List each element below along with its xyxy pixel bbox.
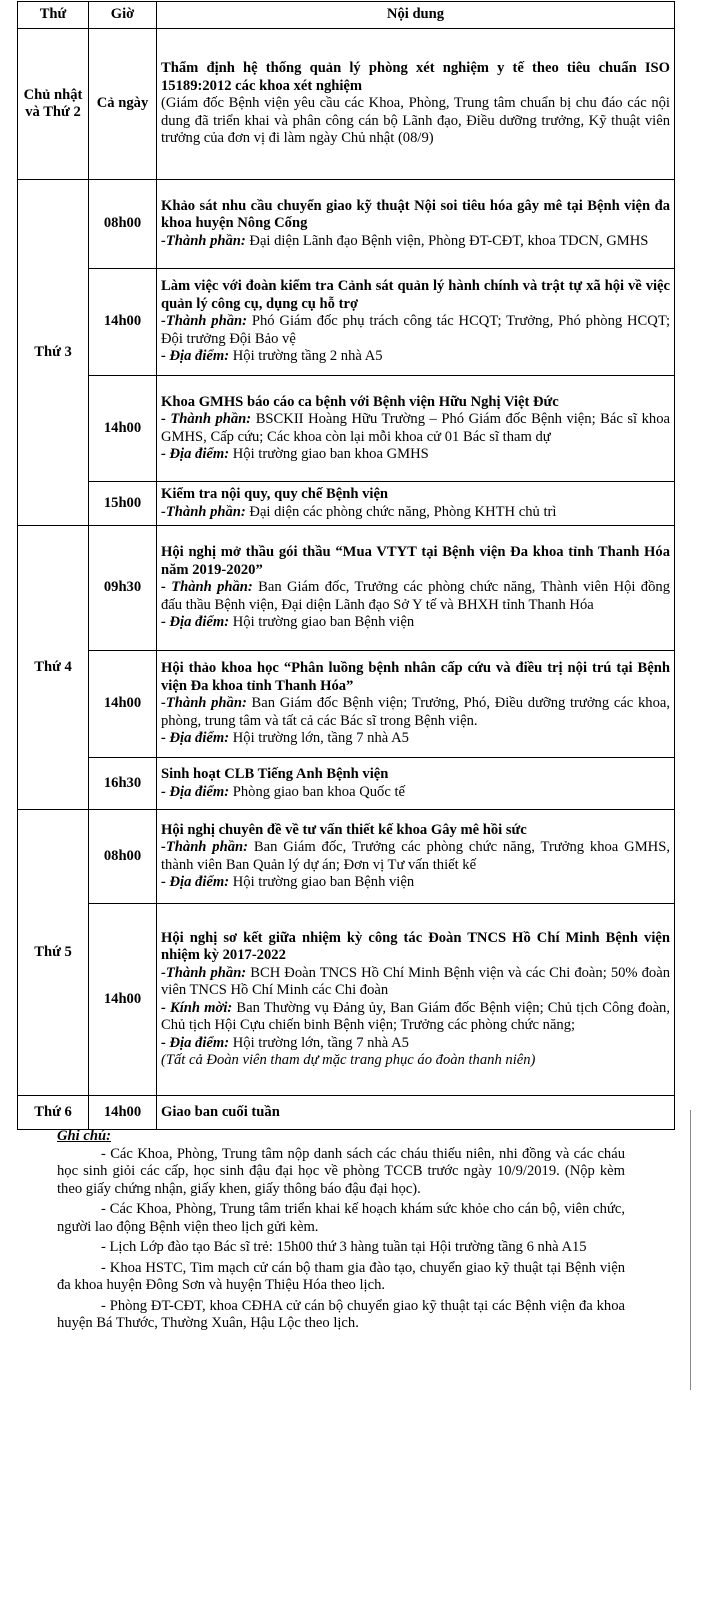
participants-text: Phó Giám đốc phụ trách công tác HCQT; Trưởng, Phó phòng HCQT; Đội trưởng Đội Bảo vệ <box>161 313 670 347</box>
event-title: Sinh hoạt CLB Tiếng Anh Bệnh viện <box>161 766 389 782</box>
content-cell <box>157 526 675 651</box>
location-text: Hội trường lớn, tầng 7 nhà A5 <box>229 1034 409 1051</box>
location-text: Hội trường giao ban khoa GMHS <box>229 446 429 462</box>
participants-label: - Thành phần: <box>161 579 253 596</box>
event-title: Khảo sát nhu cầu chuyển giao kỹ thuật Nội soi tiêu hóa gây mê tại Bệnh viện đa khoa huyện Nông Cống <box>161 197 670 232</box>
participants-label: -Thành phần: <box>161 313 247 330</box>
participants-text: Ban Giám đốc, Trưởng các phòng chức năng, Thành viên Hội đồng đấu thầu Bệnh viện, Đại diện Lãnh đạo Sở Y tế và BHXH tỉnh Thanh Hóa <box>161 579 670 613</box>
event-title: Hội nghị mở thầu gói thầu “Mua VTYT tại Bệnh viện Đa khoa tỉnh Thanh Hóa năm 2019-2020” <box>161 544 670 578</box>
time-cell: 16h30 <box>89 758 157 810</box>
table-row <box>18 1096 675 1130</box>
table-row <box>18 526 675 651</box>
day-cell: Thứ 4 <box>18 526 89 810</box>
location-text: Hội trường tầng 2 nhà A5 <box>229 348 383 365</box>
content-cell <box>157 180 675 269</box>
participants-text: Đại diện các phòng chức năng, Phòng KHTH chủ trì <box>245 503 557 520</box>
location-text: Hội trường lớn, tầng 7 nhà A5 <box>229 730 409 747</box>
participants-text: Ban Giám đốc Bệnh viện; Trưởng, Phó, Điều dưỡng trưởng các khoa, phòng, trung tâm và tất cả các Bác sĩ trong Bệnh viện. <box>161 695 670 729</box>
header-thu: Thứ <box>18 2 89 29</box>
content-cell <box>157 758 675 810</box>
content-cell <box>157 810 675 904</box>
table-row <box>18 758 675 810</box>
location <box>161 446 670 464</box>
location-label: - Địa điểm: <box>161 1034 230 1051</box>
day-cell: Thứ 6 <box>18 1096 89 1130</box>
time-cell: 15h00 <box>89 482 157 526</box>
time-cell: Cả ngày <box>89 29 157 180</box>
participants <box>161 233 670 251</box>
schedule-table <box>17 1 675 1130</box>
participants-text: Đại diện Lãnh đạo Bệnh viện, Phòng ĐT-CĐT, khoa TDCN, GMHS <box>245 232 649 249</box>
table-row <box>18 376 675 482</box>
event-title: Làm việc với đoàn kiểm tra Cảnh sát quản lý hành chính và trật tự xã hội về việc quản lý công cụ, dụng cụ hỗ trợ <box>161 278 670 312</box>
location-label: - Địa điểm: <box>161 348 230 365</box>
location <box>161 614 670 632</box>
content-cell <box>157 269 675 376</box>
participants-text: Ban Giám đốc, Trưởng các phòng chức năng, Trưởng khoa GMHS, thành viên Ban Quản lý dự án; Đơn vị Tư vấn thiết kế <box>161 839 670 873</box>
time-cell: 08h00 <box>89 180 157 269</box>
participants <box>161 504 670 522</box>
event-title: Hội nghị sơ kết giữa nhiệm kỳ công tác Đoàn TNCS Hồ Chí Minh Bệnh viện nhiệm kỳ 2017-2022 <box>161 929 670 963</box>
table-row <box>18 482 675 526</box>
location-label: - Địa điểm: <box>161 730 230 747</box>
day-cell: Chủ nhật và Thứ 2 <box>18 29 89 180</box>
location-text: Phòng giao ban khoa Quốc tế <box>229 783 405 800</box>
event-title: Hội nghị chuyên đề về tư vấn thiết kế khoa Gây mê hồi sức <box>161 821 527 838</box>
participants-text: BCH Đoàn TNCS Hồ Chí Minh Bệnh viện và các Chi đoàn; 50% đoàn viên TNCS Hồ Chí Minh các Chi đoàn <box>161 964 670 998</box>
header-noi-dung: Nội dung <box>157 2 675 29</box>
note-item: - Các Khoa, Phòng, Trung tâm nộp danh sách các cháu thiếu niên, nhi đồng và các cháu học sinh giỏi các cấp, học sinh đậu đại học về phòng TCCB trước ngày 10/9/2019. (Nộp kèm theo giấy chứng nhận, giấy khen, giấy thông báo đậu đại học). <box>57 1145 625 1197</box>
content-cell <box>157 482 675 526</box>
table-row <box>18 29 675 180</box>
invitees-text: Ban Thường vụ Đảng ủy, Ban Giám đốc Bệnh viện; Chủ tịch Công đoàn, Chủ tịch Hội Cựu chiến binh Bệnh viện; Trưởng các phòng chức năng; <box>161 999 670 1033</box>
event-title: Giao ban cuối tuần <box>161 1103 280 1120</box>
content-cell <box>157 904 675 1096</box>
location-text: Hội trường giao ban Bệnh viện <box>229 614 415 631</box>
table-header-row <box>18 2 675 29</box>
note-item: - Khoa HSTC, Tim mạch cử cán bộ tham gia đào tạo, chuyển giao kỹ thuật tại Bệnh viện đa khoa huyện Đông Sơn và huyện Thiệu Hóa theo lịch. <box>57 1259 625 1293</box>
location-label: - Địa điểm: <box>161 783 230 800</box>
location <box>161 730 670 748</box>
participants <box>161 839 670 874</box>
event-title: Kiểm tra nội quy, quy chế Bệnh viện <box>161 486 389 502</box>
content-cell <box>157 376 675 482</box>
participants <box>161 695 670 730</box>
event-title: Hội thảo khoa học “Phân luồng bệnh nhân cấp cứu và điều trị nội trú tại Bệnh viện Đa khoa tỉnh Thanh Hóa” <box>161 660 670 694</box>
notes-section <box>57 1128 625 1336</box>
content-cell <box>157 1096 675 1130</box>
table-row <box>18 651 675 758</box>
day-cell: Thứ 3 <box>18 180 89 526</box>
location <box>161 784 670 802</box>
time-cell: 09h30 <box>89 526 157 651</box>
time-cell: 14h00 <box>89 1096 157 1130</box>
time-cell: 14h00 <box>89 376 157 482</box>
event-text: (Giám đốc Bệnh viện yêu cầu các Khoa, Phòng, Trung tâm chuẩn bị chu đáo các nội dung đã triển khai và phân công cán bộ Lãnh đạo, Điều dưỡng trưởng, Kỹ thuật viên trưởng của đơn vị đi làm ngày Chủ nhật (08/9) <box>161 95 670 147</box>
content-cell <box>157 651 675 758</box>
participants <box>161 579 670 614</box>
participants <box>161 313 670 348</box>
table-row <box>18 269 675 376</box>
participants-label: -Thành phần: <box>161 964 247 981</box>
location <box>161 874 670 892</box>
participants <box>161 411 670 446</box>
day-cell: Thứ 5 <box>18 810 89 1096</box>
participants-label: - Thành phần: <box>161 411 252 427</box>
invitees-label: - Kính mời: <box>161 999 233 1016</box>
event-title: Khoa GMHS báo cáo ca bệnh với Bệnh viện Hữu Nghị Việt Đức <box>161 393 559 410</box>
time-cell: 08h00 <box>89 810 157 904</box>
location-label: - Địa điểm: <box>161 614 230 631</box>
table-row <box>18 904 675 1096</box>
time-cell: 14h00 <box>89 269 157 376</box>
participants-label: -Thành phần: <box>161 232 246 249</box>
location-label: - Địa điểm: <box>161 874 230 890</box>
note-item: - Các Khoa, Phòng, Trung tâm triển khai kế hoạch khám sức khỏe cho cán bộ, viên chức, người lao động Bệnh viện theo lịch gửi kèm. <box>57 1201 625 1235</box>
table-row <box>18 810 675 904</box>
header-gio: Giờ <box>89 2 157 29</box>
location-text: Hội trường giao ban Bệnh viện <box>229 874 415 890</box>
time-cell: 14h00 <box>89 651 157 758</box>
time-cell: 14h00 <box>89 904 157 1096</box>
event-note: (Tất cả Đoàn viên tham dự mặc trang phục áo đoàn thanh niên) <box>161 1052 536 1068</box>
table-row <box>18 180 675 269</box>
notes-title: Ghi chú: <box>57 1128 111 1144</box>
participants-label: -Thành phần: <box>161 695 247 712</box>
note-item: - Lịch Lớp đào tạo Bác sĩ trẻ: 15h00 thứ 3 hàng tuần tại Hội trường tầng 6 nhà A15 <box>101 1239 587 1255</box>
location-label: - Địa điểm: <box>161 446 230 462</box>
participants-label: -Thành phần: <box>161 839 248 855</box>
participants-label: -Thành phần: <box>161 503 246 520</box>
participants <box>161 965 670 1000</box>
content-cell <box>157 29 675 180</box>
participants-text: BSCKII Hoàng Hữu Trường – Phó Giám đốc Bệnh viện; Bác sĩ khoa GMHS, Cấp cứu; Các khoa còn lại mỗi khoa cử 01 Bác sĩ tham dự <box>161 411 671 445</box>
event-title: Thẩm định hệ thống quản lý phòng xét nghiệm y tế theo tiêu chuẩn ISO 15189:2012 các khoa xét nghiệm <box>161 60 670 94</box>
location <box>161 1035 670 1053</box>
page-edge-line <box>690 1110 691 1390</box>
location <box>161 348 670 366</box>
invitees <box>161 1000 670 1035</box>
note-item: - Phòng ĐT-CĐT, khoa CĐHA cử cán bộ chuyển giao kỹ thuật tại các Bệnh viện đa khoa huyện Bá Thước, Thường Xuân, Hậu Lộc theo lịch. <box>57 1297 625 1331</box>
